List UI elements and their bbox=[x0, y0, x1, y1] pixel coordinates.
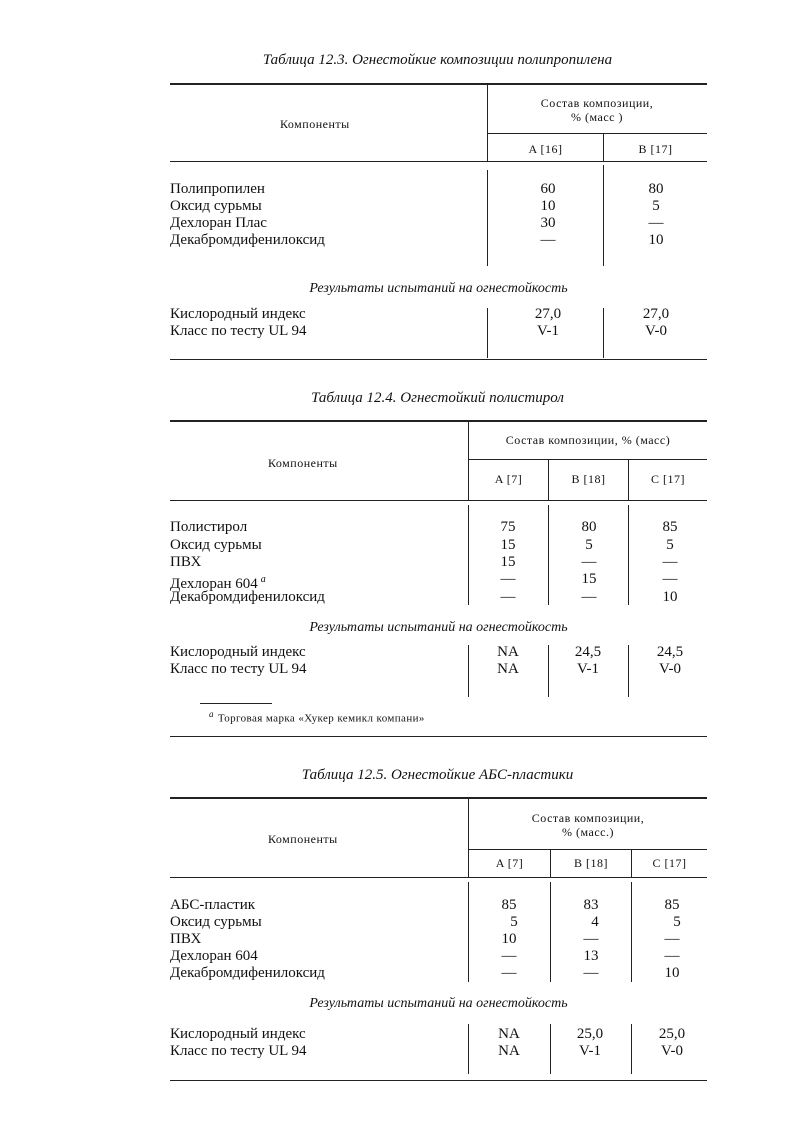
header-components: Компоненты bbox=[280, 117, 350, 131]
cell: 13 bbox=[583, 948, 599, 964]
cell: NA bbox=[498, 1043, 520, 1059]
footnote-text: Торговая марка «Хукер кемикл компани» bbox=[217, 712, 425, 725]
row-label: ПВХ bbox=[170, 931, 202, 947]
column-header-a: A [7] bbox=[495, 856, 524, 870]
cell: — bbox=[583, 931, 599, 947]
footnote-mark: a bbox=[209, 709, 214, 719]
results-col-divider bbox=[631, 1024, 632, 1074]
row-label: АБС-пластик bbox=[170, 897, 256, 913]
results-title: Результаты испытаний на огнестойкость bbox=[309, 281, 568, 296]
table-top-rule bbox=[170, 83, 707, 85]
cell: 24,5 bbox=[574, 644, 602, 660]
cell: 4 bbox=[591, 914, 599, 930]
cell: 10 bbox=[664, 965, 680, 981]
results-title: Результаты испытаний на огнестойкость bbox=[309, 996, 568, 1011]
row-label: Декабромдифенилоксид bbox=[170, 965, 325, 981]
cell: 5 bbox=[585, 537, 593, 553]
cell: 80 bbox=[648, 181, 664, 197]
cell: 24,5 bbox=[656, 644, 684, 660]
cell: — bbox=[664, 931, 680, 947]
cell: — bbox=[662, 571, 678, 587]
cell: 85 bbox=[664, 897, 680, 913]
cell: 25,0 bbox=[658, 1026, 686, 1042]
body-col-divider bbox=[548, 505, 549, 605]
cell: V-0 bbox=[645, 323, 667, 339]
header-composition: Состав композиции, % (масс) bbox=[505, 433, 671, 447]
footnote-rule bbox=[200, 703, 272, 704]
column-header-c: C [17] bbox=[651, 472, 685, 486]
cell: NA bbox=[497, 661, 519, 677]
cell: NA bbox=[497, 644, 519, 660]
row-label: Оксид сурьмы bbox=[170, 914, 262, 930]
column-header-b: B [18] bbox=[571, 472, 606, 486]
cell: 5 bbox=[652, 198, 660, 214]
header-composition-line1: Состав композиции, bbox=[540, 96, 654, 110]
row-label: Полистирол bbox=[170, 519, 248, 535]
row-label-text: Дехлоран 604 bbox=[170, 576, 258, 592]
header-bottom-rule bbox=[170, 500, 707, 501]
cell: — bbox=[664, 948, 680, 964]
cell: 85 bbox=[501, 897, 517, 913]
table-12-3-caption: Таблица 12.3. Огнестойкие композиции полипропилена bbox=[262, 52, 613, 68]
cell: 85 bbox=[662, 519, 678, 535]
row-label: Дехлоран 604 bbox=[170, 948, 258, 964]
footnote-ref: a bbox=[260, 574, 266, 585]
body-col-divider bbox=[603, 165, 604, 266]
body-col-divider bbox=[468, 882, 469, 982]
table-bottom-rule bbox=[170, 736, 707, 737]
footnote bbox=[209, 709, 425, 725]
cell: — bbox=[583, 965, 599, 981]
header-composition-line2: % (масс ) bbox=[571, 110, 623, 124]
header-subrule bbox=[469, 849, 707, 850]
body-col-divider bbox=[631, 882, 632, 982]
cell: 15 bbox=[581, 571, 597, 587]
header-bottom-rule bbox=[170, 877, 707, 878]
table-top-rule bbox=[170, 797, 707, 799]
row-label: Кислородный индекс bbox=[170, 644, 306, 660]
cell: 10 bbox=[662, 589, 678, 605]
cell: 15 bbox=[500, 554, 516, 570]
cell: 75 bbox=[500, 519, 516, 535]
cell: — bbox=[581, 589, 597, 605]
cell: 10 bbox=[501, 931, 517, 947]
table-12-5-caption: Таблица 12.5. Огнестойкие АБС-пластики bbox=[301, 767, 574, 783]
cell: 5 bbox=[510, 914, 518, 930]
header-components: Компоненты bbox=[268, 832, 338, 846]
cell: 10 bbox=[648, 232, 664, 248]
cell: — bbox=[581, 554, 597, 570]
cell: 15 bbox=[500, 537, 516, 553]
row-label: Дехлоран Плас bbox=[170, 215, 267, 231]
cell: 5 bbox=[673, 914, 681, 930]
table-bottom-rule bbox=[170, 359, 707, 360]
results-col-divider bbox=[468, 645, 469, 697]
cell: 83 bbox=[583, 897, 599, 913]
header-composition-line2: % (масс.) bbox=[562, 825, 614, 839]
results-col-divider bbox=[603, 308, 604, 358]
body-col-divider bbox=[628, 505, 629, 605]
row-label: Кислородный индекс bbox=[170, 1026, 306, 1042]
results-col-divider bbox=[550, 1024, 551, 1074]
results-col-divider bbox=[468, 1024, 469, 1074]
row-label: Оксид сурьмы bbox=[170, 537, 262, 553]
results-col-divider bbox=[628, 645, 629, 697]
row-label: ПВХ bbox=[170, 554, 202, 570]
cell: V-1 bbox=[537, 323, 559, 339]
cell: 5 bbox=[666, 537, 674, 553]
row-label: Полипропилен bbox=[170, 181, 265, 197]
row-label: Оксид сурьмы bbox=[170, 198, 262, 214]
table-12-4-caption: Таблица 12.4. Огнестойкий полистирол bbox=[311, 390, 564, 406]
row-label: Класс по тесту UL 94 bbox=[170, 1043, 307, 1059]
column-header-a: A [16] bbox=[528, 142, 563, 156]
cell: — bbox=[500, 571, 516, 587]
body-col-divider bbox=[468, 505, 469, 605]
table-top-rule bbox=[170, 420, 707, 422]
cell: 27,0 bbox=[534, 306, 562, 322]
cell: — bbox=[540, 232, 556, 248]
header-composition-line1: Состав композиции, bbox=[531, 811, 645, 825]
row-label: Класс по тесту UL 94 bbox=[170, 661, 307, 677]
header-subrule bbox=[488, 133, 707, 134]
row-label: Декабромдифенилоксид bbox=[170, 232, 325, 248]
column-header-c: C [17] bbox=[652, 856, 687, 870]
table-bottom-rule bbox=[170, 1080, 707, 1081]
cell: V-0 bbox=[661, 1043, 683, 1059]
cell: NA bbox=[498, 1026, 520, 1042]
header-bottom-rule bbox=[170, 161, 707, 162]
cell: 80 bbox=[581, 519, 597, 535]
cell: 27,0 bbox=[642, 306, 670, 322]
cell: V-1 bbox=[579, 1043, 601, 1059]
cell: — bbox=[501, 965, 517, 981]
cell: V-1 bbox=[577, 661, 599, 677]
row-label: Кислородный индекс bbox=[170, 306, 306, 322]
body-col-divider bbox=[550, 882, 551, 982]
header-components: Компоненты bbox=[268, 456, 338, 470]
column-header-b: B [17] bbox=[638, 142, 673, 156]
results-col-divider bbox=[487, 308, 488, 358]
cell: 30 bbox=[540, 215, 556, 231]
header-subrule bbox=[469, 459, 707, 460]
cell: — bbox=[662, 554, 678, 570]
results-title: Результаты испытаний на огнестойкость bbox=[309, 620, 568, 635]
column-header-a: A [7] bbox=[494, 472, 523, 486]
results-col-divider bbox=[548, 645, 549, 697]
cell: 25,0 bbox=[576, 1026, 604, 1042]
cell: — bbox=[648, 215, 664, 231]
cell: 60 bbox=[540, 181, 556, 197]
row-label: Класс по тесту UL 94 bbox=[170, 323, 307, 339]
column-header-b: B [18] bbox=[574, 856, 608, 870]
cell: 10 bbox=[540, 198, 556, 214]
cell: — bbox=[501, 948, 517, 964]
row-label: Декабромдифенилоксид bbox=[170, 589, 325, 605]
cell: — bbox=[500, 589, 516, 605]
body-col-divider bbox=[487, 170, 488, 266]
cell: V-0 bbox=[659, 661, 681, 677]
